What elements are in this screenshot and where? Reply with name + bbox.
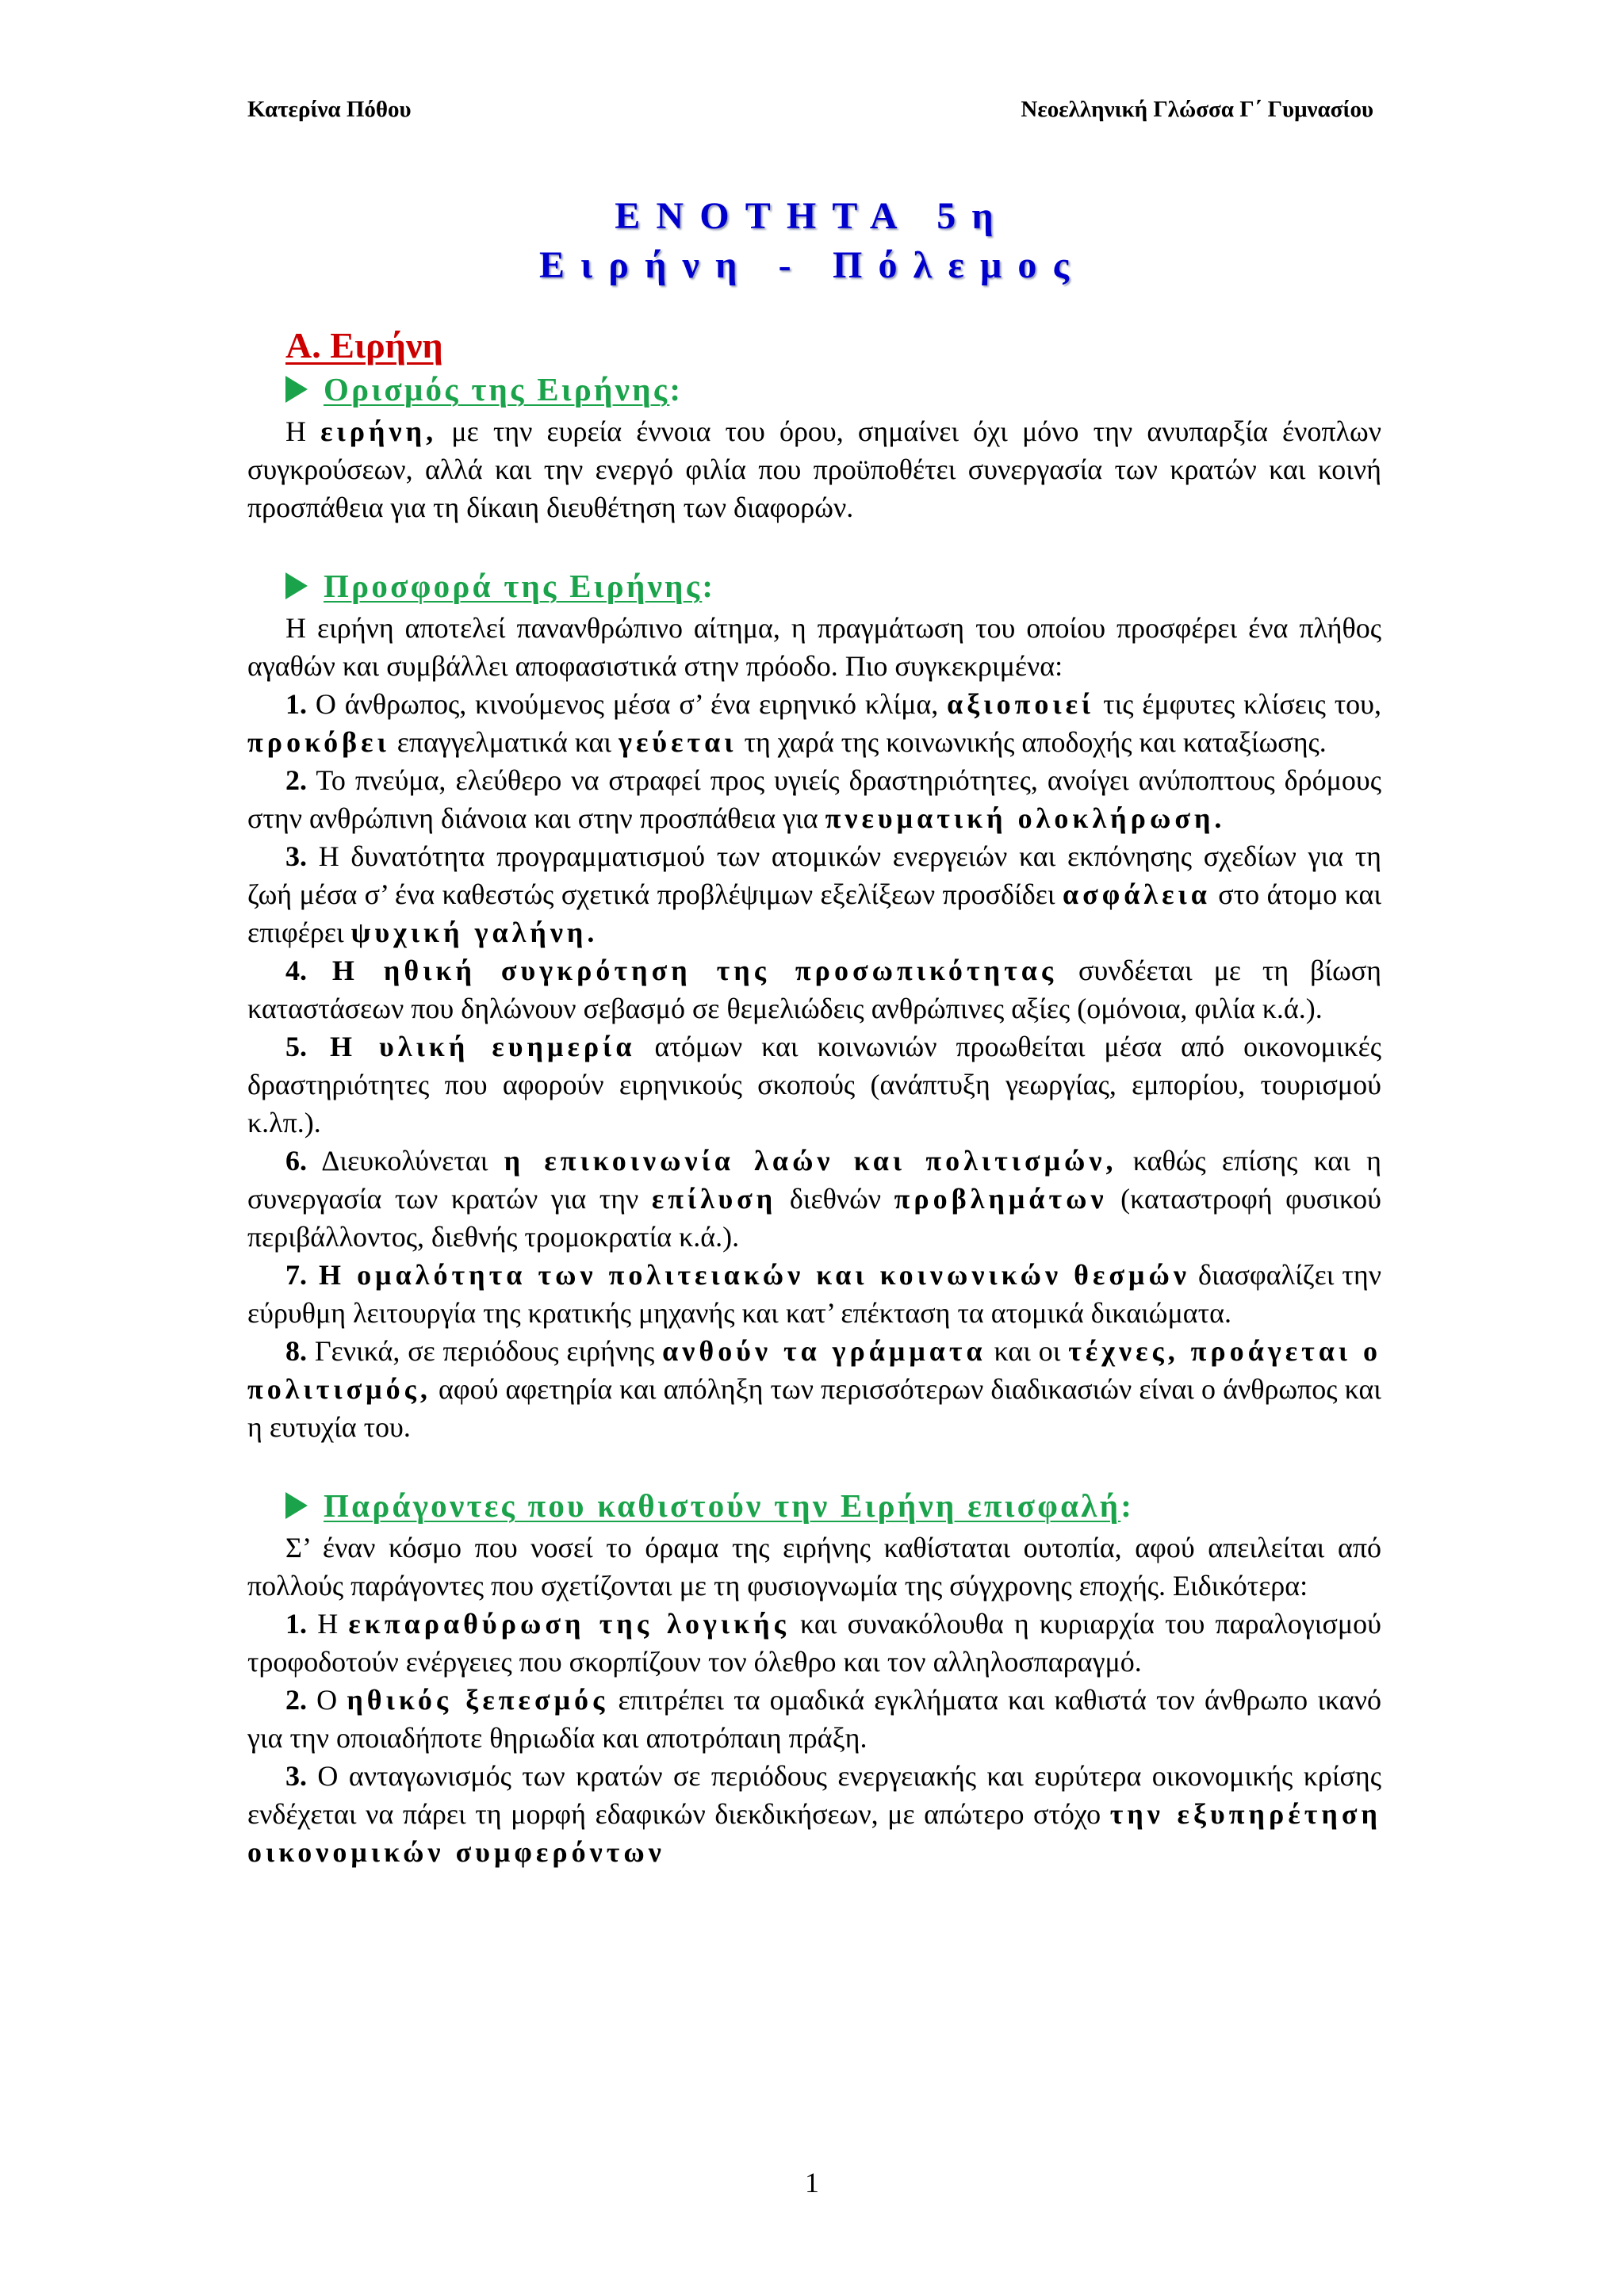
text-run: τη χαρά της κοινωνικής αποδοχής και καταξίωσης.	[737, 726, 1327, 758]
text-run: ατόμων και κοινωνιών προωθείται μέσα από οικονομικές δραστηριότητες που αφορούν ειρηνικούς σκοπούς (ανάπτυξη γεωργίας, εμπορίου, τουρισμού κ.λπ.).	[247, 1031, 1381, 1138]
spacer	[247, 526, 1381, 564]
text-run: Γενικά, σε περιόδους ειρήνης	[307, 1335, 663, 1367]
text-run: τις έμφυτες κλίσεις του,	[1094, 688, 1381, 720]
contribution-item-6	[247, 1142, 1381, 1256]
text-run: Ο	[307, 1684, 347, 1716]
unit-subtitle: Ειρήνη - Πόλεμος	[539, 244, 1085, 286]
text-run: και οι	[986, 1335, 1069, 1367]
contribution-item-7	[247, 1256, 1381, 1332]
contribution-item-5	[247, 1027, 1381, 1142]
emphasis: ειρήνη,	[320, 415, 438, 447]
emphasis: ανθούν τα γράμματα	[662, 1335, 986, 1367]
threats-heading	[285, 1484, 1381, 1527]
item-number: 4.	[285, 955, 307, 986]
item-number: 6.	[285, 1145, 307, 1177]
emphasis: ηθικός ξεπεσμός	[347, 1684, 609, 1716]
triangle-bullet-icon	[285, 1492, 308, 1519]
item-number: 5.	[285, 1031, 307, 1062]
contribution-item-4	[247, 951, 1381, 1027]
text-run: Το πνεύμα, ελεύθερο να στραφεί προς υγιείς δραστηριότητες, ανοίγει ανύποπτους δρόμους στην ανθρώπινη διάνοια και στην προσπάθεια για	[247, 764, 1381, 834]
text-run: και συνακόλουθα η κυριαρχία του παραλογισμού τροφοδοτούν ενέργειες που σκορπίζουν τον όλεθρο και τον αλληλοσπαραγμό.	[247, 1608, 1381, 1678]
threats-item-3	[247, 1757, 1381, 1871]
threats-intro: Σ’ έναν κόσμο που νοσεί το όραμα της ειρήνης καθίσταται ουτοπία, αφού απειλείται από πολλούς παράγοντες που σχετίζονται με τη φυσιογνωμία της σύγχρονης εποχής. Ειδικότερα:	[247, 1532, 1381, 1601]
threats-heading-text: Παράγοντες που καθιστούν την Ειρήνη επισφαλή	[324, 1487, 1121, 1524]
emphasis: Η ομαλότητα των πολιτειακών και κοινωνικών θεσμών	[307, 1259, 1190, 1291]
spacer	[247, 1446, 1381, 1484]
contribution-heading	[285, 564, 1381, 607]
contribution-item-2	[247, 761, 1381, 837]
triangle-bullet-icon	[285, 572, 308, 599]
contribution-item-1	[247, 685, 1381, 761]
contribution-item-3	[247, 837, 1381, 951]
text-run: στο άτομο και επιφέρει	[247, 878, 1381, 948]
item-number: 2.	[285, 1684, 307, 1716]
triangle-bullet-icon	[285, 376, 308, 403]
heading-colon: :	[702, 568, 716, 604]
text-run: συνδέεται με τη βίωση καταστάσεων που δηλώνουν σεβασμό σε θεμελιώδεις ανθρώπινες αξίες (ομόνοια, φιλία κ.ά.).	[247, 955, 1381, 1024]
threats-item-2	[247, 1681, 1381, 1757]
unit-title: ΕΝΟΤΗΤΑ 5η	[615, 195, 1009, 237]
text-run: με την ευρεία έννοια του όρου, σημαίνει όχι μόνο την ανυπαρξία ένοπλων συγκρούσεων, αλλά και την ενεργό φιλία που προϋποθέτει συνεργασία των κρατών και κοινή προσπάθεια για τη δίκαιη διευθέτηση των διαφορών.	[247, 415, 1382, 523]
text-run: Η	[307, 1608, 349, 1640]
emphasis: εκπαραθύρωση της λογικής	[348, 1608, 790, 1640]
text-run: καθώς επίσης και η συνεργασία των κρατών για την	[247, 1145, 1381, 1215]
text-run: Η	[285, 415, 321, 447]
emphasis: προκόβει	[247, 726, 390, 758]
emphasis: αξιοποιεί	[947, 688, 1095, 720]
emphasis: η επικοινωνία λαών και πολιτισμών,	[504, 1145, 1117, 1177]
text-run: επαγγελματικά και	[389, 726, 619, 758]
emphasis: Η υλική ευημερία	[307, 1031, 636, 1062]
threats-item-1	[247, 1605, 1381, 1681]
emphasis: γεύεται	[619, 726, 737, 758]
text-run: (καταστροφή φυσικού περιβάλλοντος, διεθνής τρομοκρατία κ.ά.).	[247, 1183, 1381, 1253]
heading-colon: :	[669, 371, 684, 408]
item-number: 2.	[285, 764, 307, 796]
item-number: 3.	[285, 1760, 307, 1792]
text-run: Διευκολύνεται	[307, 1145, 504, 1177]
emphasis: ασφάλεια	[1062, 878, 1211, 910]
section-a-title: Α. Ειρήνη	[285, 325, 443, 365]
text-run: επιτρέπει τα ομαδικά εγκλήματα και καθιστά τον άνθρωπο ικανό για την οποιαδήποτε θηριωδία και αποτρόπαιη πράξη.	[247, 1684, 1381, 1754]
item-number: 3.	[285, 840, 307, 872]
emphasis: πνευματική ολοκλήρωση.	[825, 802, 1226, 834]
definition-paragraph	[247, 412, 1381, 526]
contribution-heading-text: Προσφορά της Ειρήνης	[324, 568, 703, 604]
item-number: 7.	[285, 1259, 307, 1291]
emphasis: προβλημάτων	[894, 1183, 1108, 1215]
text-run: Ο άνθρωπος, κινούμενος μέσα σ’ ένα ειρηνικό κλίμα,	[307, 688, 948, 720]
text-run: αφού αφετηρία και απόληξη των περισσότερων διαδικασιών είναι ο άνθρωπος και η ευτυχία του.	[247, 1373, 1381, 1443]
item-number: 1.	[285, 688, 307, 720]
item-number: 1.	[285, 1608, 307, 1640]
header-course: Νεοελληνική Γλώσσα Γ΄ Γυμνασίου	[1021, 97, 1373, 122]
page-header	[247, 97, 1373, 123]
emphasis: επίλυση	[651, 1183, 777, 1215]
heading-colon: :	[1120, 1487, 1135, 1524]
definition-heading	[285, 368, 1381, 411]
emphasis: Η ηθική συγκρότηση της προσωπικότητας	[307, 955, 1058, 986]
contribution-item-8	[247, 1332, 1381, 1446]
contribution-intro: Η ειρήνη αποτελεί πανανθρώπινο αίτημα, η πραγμάτωση του οποίου προσφέρει ένα πλήθος αγαθών και συμβάλλει αποφασιστικά στην πρόοδο. Πιο συγκεκριμένα:	[247, 612, 1381, 682]
text-run: Ο ανταγωνισμός των κρατών σε περιόδους ενεργειακής και ευρύτερα οικονομικής κρίσης ενδέχεται να πάρει τη μορφή εδαφικών διεκδικήσεων, με απώτερο στόχο	[247, 1760, 1381, 1830]
header-author: Κατερίνα Πόθου	[247, 97, 412, 122]
definition-heading-text: Ορισμός της Ειρήνης	[324, 371, 670, 408]
item-number: 8.	[285, 1335, 307, 1367]
text-run: διασφαλίζει την εύρυθμη λειτουργία της κρατικής μηχανής και κατ’ επέκταση τα ατομικά δικαιώματα.	[247, 1259, 1381, 1329]
emphasis: την εξυπηρέτηση οικονομικών συμφερόντων	[247, 1798, 1381, 1868]
emphasis: ψυχική γαλήνη.	[350, 916, 599, 948]
document-body	[247, 323, 1381, 1871]
text-run: Η δυνατότητα προγραμματισμού των ατομικών ενεργειών και εκπόνησης σχεδίων για τη ζωή μέσα σ’ ένα καθεστώς σχετικά προβλέψιμων εξελίξεων προσδίδει	[247, 840, 1381, 910]
text-run: διεθνών	[776, 1183, 894, 1215]
page-number: 1	[805, 2167, 819, 2198]
emphasis: τέχνες, προάγεται ο πολιτισμός,	[247, 1335, 1382, 1405]
